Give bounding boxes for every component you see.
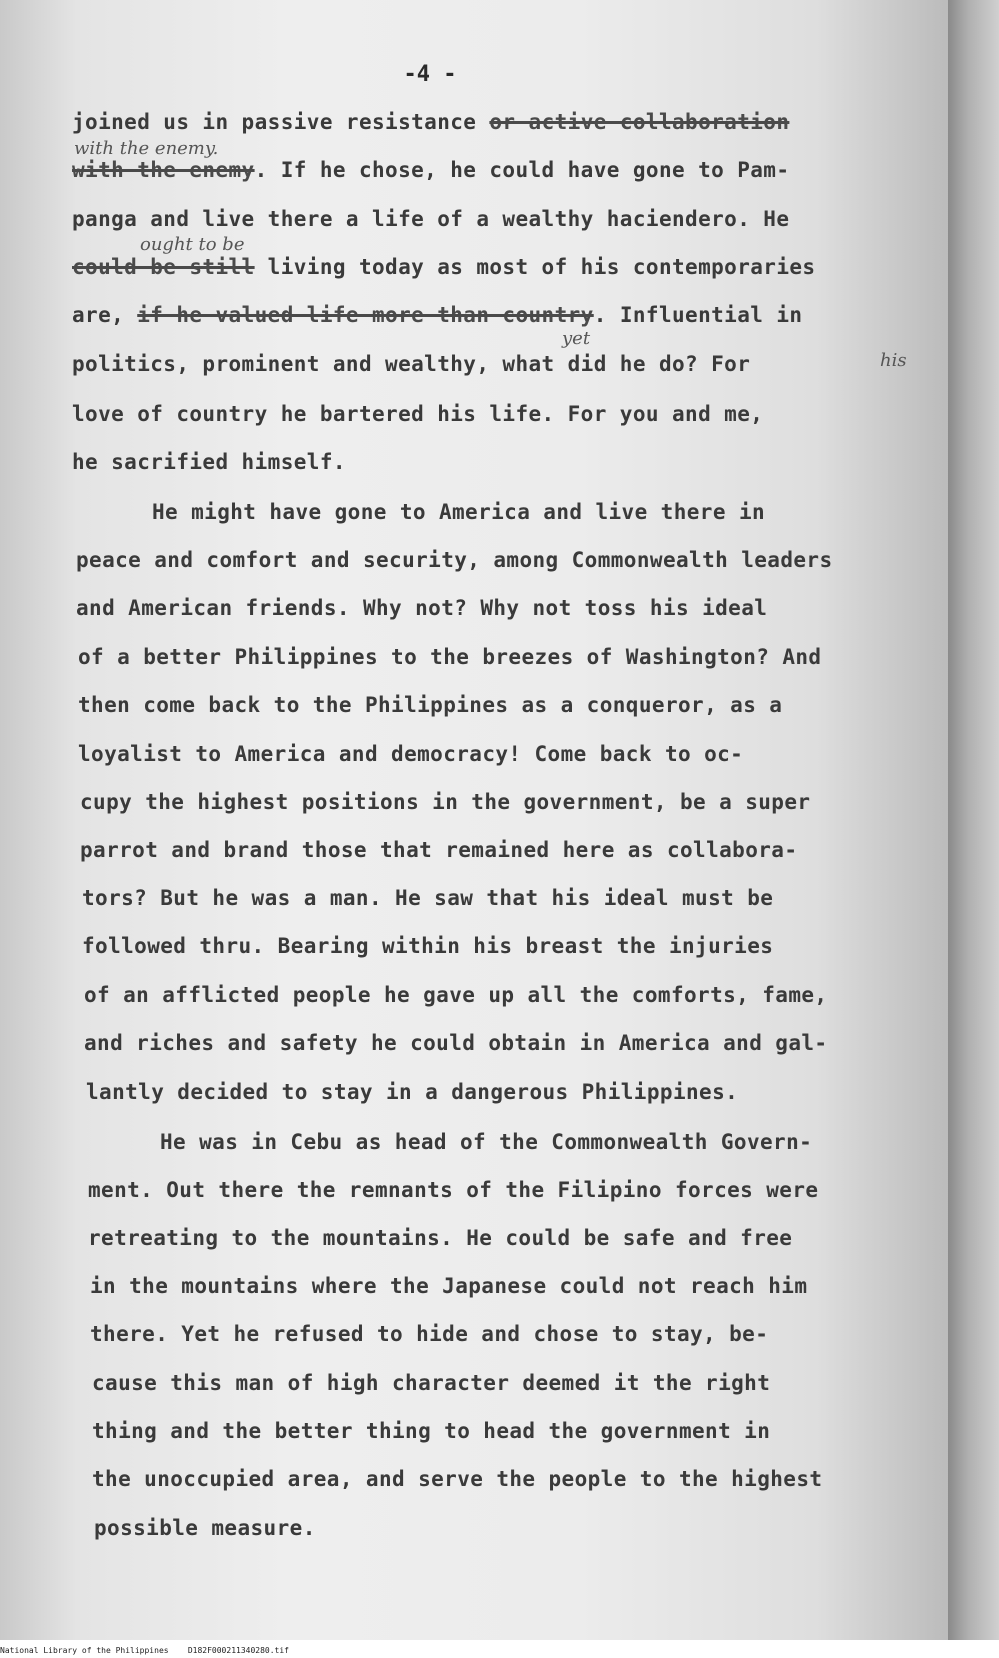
page-shadow-edge <box>948 0 999 1640</box>
text-line: panga and live there a life of a wealthy haciendero. He <box>72 207 790 231</box>
struck-text: or active collaboration <box>489 110 790 134</box>
text-line: cause this man of high character deemed it the right <box>92 1371 771 1395</box>
text-line: there. Yet he refused to hide and chose to stay, be- <box>90 1322 769 1346</box>
text-line: cupy the highest positions in the government, be a super <box>80 790 811 814</box>
text-line: loyalist to America and democracy! Come back to oc- <box>78 742 744 766</box>
text-line <box>72 303 802 327</box>
text-segment: . If he chose, he could have gone to Pam- <box>254 158 790 182</box>
text-line: tors? But he was a man. He saw that his ideal must be <box>82 886 774 910</box>
scan-footer: National Library of the Philippines D182F000211340280.tif <box>0 1646 289 1655</box>
text-line <box>72 158 789 182</box>
text-line: thing and the better thing to head the government in <box>92 1419 771 1443</box>
text-line: love of country he bartered his life. For you and me, <box>72 402 764 426</box>
page-number: -4 - <box>403 62 457 87</box>
handwritten-correction: ought to be <box>140 234 245 255</box>
text-line: of an afflicted people he gave up all the comforts, fame, <box>84 983 828 1007</box>
handwritten-insertion: his <box>880 350 907 371</box>
struck-text: if he valued life more than country <box>137 303 594 327</box>
struck-text: with the enemy <box>72 158 255 182</box>
text-line <box>72 255 815 279</box>
struck-text: could be still <box>72 255 255 279</box>
text-line: the unoccupied area, and serve the people to the highest <box>92 1467 823 1491</box>
handwritten-insertion: yet <box>562 328 591 349</box>
text-line: and riches and safety he could obtain in America and gal- <box>84 1031 828 1055</box>
text-line: retreating to the mountains. He could be safe and free <box>88 1226 793 1250</box>
text-segment: living today as most of his contemporaries <box>254 255 816 279</box>
text-line <box>72 110 789 134</box>
text-line: in the mountains where the Japanese could not reach him <box>90 1274 808 1298</box>
text-line: possible measure. <box>94 1516 316 1540</box>
text-line: He was in Cebu as head of the Commonwealth Govern- <box>160 1130 813 1154</box>
text-line: politics, prominent and wealthy, what did he do? For <box>72 352 751 376</box>
text-line: then come back to the Philippines as a conqueror, as a <box>78 693 783 717</box>
text-segment: are, <box>72 303 138 327</box>
text-line: ment. Out there the remnants of the Filipino forces were <box>88 1178 819 1202</box>
text-line: peace and comfort and security, among Commonwealth leaders <box>76 548 833 572</box>
text-line: he sacrified himself. <box>72 450 346 474</box>
text-segment: joined us in passive resistance <box>72 110 490 134</box>
text-line: followed thru. Bearing within his breast the injuries <box>82 934 774 958</box>
text-line: parrot and brand those that remained here as collabora- <box>80 838 798 862</box>
text-line: of a better Philippines to the breezes of Washington? And <box>78 645 822 669</box>
text-line: lantly decided to stay in a dangerous Philippines. <box>86 1080 739 1104</box>
handwritten-correction: with the enemy. <box>74 138 219 159</box>
text-line: and American friends. Why not? Why not toss his ideal <box>76 596 768 620</box>
text-segment: . Influential in <box>593 303 803 327</box>
text-line: He might have gone to America and live there in <box>152 500 766 524</box>
